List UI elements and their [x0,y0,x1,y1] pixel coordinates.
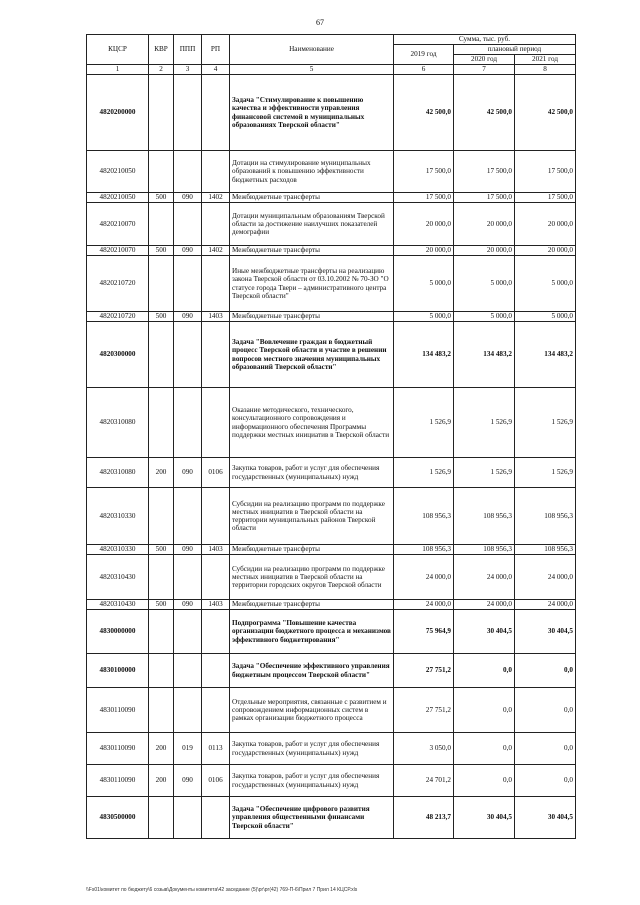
kcsr-cell: 4830110090 [87,733,149,765]
sum-2020-cell: 30 404,5 [454,610,515,654]
sum-2021-cell: 134 483,2 [515,322,576,388]
sum-2021-cell: 20 000,0 [515,246,576,256]
kcsr-cell: 4820300000 [87,322,149,388]
ppp-cell [174,203,202,246]
ppp-cell [174,488,202,545]
kcsr-cell: 4820310430 [87,600,149,610]
ppp-cell [174,688,202,733]
sum-2020-cell: 0,0 [454,688,515,733]
sum-2019-cell: 108 956,3 [394,488,454,545]
kvr-cell [149,388,174,458]
sum-2020-cell: 0,0 [454,765,515,797]
sum-2021-cell: 1 526,9 [515,388,576,458]
kcsr-cell: 4820210050 [87,151,149,193]
name-cell: Закупка товаров, работ и услуг для обеспечения государственных (муниципальных) нужд [230,458,394,488]
sum-2019-cell: 3 050,0 [394,733,454,765]
sum-2020-cell: 42 500,0 [454,75,515,151]
sum-2019-cell: 1 526,9 [394,388,454,458]
table-header [87,35,576,75]
kcsr-cell: 4820310330 [87,488,149,545]
ppp-cell [174,151,202,193]
kcsr-cell: 4820210070 [87,203,149,246]
table-row [87,151,576,193]
kvr-cell: 200 [149,765,174,797]
kcsr-cell: 4820310080 [87,458,149,488]
kvr-cell [149,555,174,600]
rp-cell [202,151,230,193]
name-cell: Оказание методического, технического, консультационного сопровождения и информационного обеспечения Программы поддержки местных инициатив в Тверской области [230,388,394,458]
name-cell: Подпрограмма "Повышение качества организации бюджетного процесса и механизмов эффективного бюджетирования" [230,610,394,654]
sum-2019-cell: 20 000,0 [394,203,454,246]
kcsr-cell: 4820310080 [87,388,149,458]
rp-cell [202,203,230,246]
sum-2020-cell: 134 483,2 [454,322,515,388]
sum-2020-cell: 1 526,9 [454,388,515,458]
table-row [87,388,576,458]
sum-2021-cell: 42 500,0 [515,75,576,151]
ppp-cell: 090 [174,458,202,488]
header-rp: РП [202,35,230,65]
ppp-cell: 090 [174,600,202,610]
sum-2021-cell: 20 000,0 [515,203,576,246]
kvr-cell [149,203,174,246]
name-cell: Межбюджетные трансферты [230,193,394,203]
ppp-cell: 090 [174,193,202,203]
rp-cell: 0106 [202,765,230,797]
kcsr-cell: 4820310430 [87,555,149,600]
sum-2021-cell: 17 500,0 [515,193,576,203]
sum-2021-cell: 5 000,0 [515,256,576,312]
col-number: 3 [174,65,202,75]
page-number: 67 [316,18,324,27]
sum-2019-cell: 5 000,0 [394,256,454,312]
sum-2019-cell: 134 483,2 [394,322,454,388]
header-kcsr: КЦСР [87,35,149,65]
table-row [87,733,576,765]
sum-2019-cell: 5 000,0 [394,312,454,322]
header-kvr: КВР [149,35,174,65]
sum-2019-cell: 20 000,0 [394,246,454,256]
sum-2021-cell: 24 000,0 [515,600,576,610]
rp-cell [202,322,230,388]
table-body [87,75,576,839]
rp-cell: 1402 [202,246,230,256]
ppp-cell [174,797,202,839]
kvr-cell [149,322,174,388]
name-cell: Межбюджетные трансферты [230,545,394,555]
table-row [87,555,576,600]
sum-2021-cell: 30 404,5 [515,610,576,654]
header-2020: 2020 год [454,55,515,65]
sum-2021-cell: 5 000,0 [515,312,576,322]
rp-cell [202,797,230,839]
sum-2020-cell: 5 000,0 [454,312,515,322]
rp-cell: 1402 [202,193,230,203]
rp-cell [202,654,230,688]
sum-2021-cell: 1 526,9 [515,458,576,488]
sum-2020-cell: 1 526,9 [454,458,515,488]
kvr-cell: 500 [149,312,174,322]
sum-2019-cell: 24 000,0 [394,555,454,600]
sum-2019-cell: 17 500,0 [394,193,454,203]
sum-2020-cell: 108 956,3 [454,488,515,545]
table-row [87,246,576,256]
table-row [87,654,576,688]
ppp-cell [174,555,202,600]
table-row [87,312,576,322]
sum-2021-cell: 108 956,3 [515,488,576,545]
kvr-cell [149,488,174,545]
rp-cell [202,388,230,458]
name-cell: Задача "Вовлечение граждан в бюджетный процесс Тверской области и участие в решении вопросов местного значения муниципальных образований Тверской области" [230,322,394,388]
table-row [87,600,576,610]
kvr-cell [149,797,174,839]
file-path-footer: \\Fs01\комитет по бюджету\6 созыв\Документы комитета\42 заседание (5)\рг\рг(42) 769-П-6\Прил 7 Прил 14 КЦСР.xls [86,887,358,893]
kcsr-cell: 4830500000 [87,797,149,839]
table-row [87,75,576,151]
sum-2020-cell: 24 000,0 [454,600,515,610]
rp-cell: 0113 [202,733,230,765]
table-row [87,458,576,488]
rp-cell: 1403 [202,312,230,322]
kcsr-cell: 4830000000 [87,610,149,654]
ppp-cell: 090 [174,312,202,322]
sum-2019-cell: 24 000,0 [394,600,454,610]
ppp-cell: 019 [174,733,202,765]
sum-2019-cell: 1 526,9 [394,458,454,488]
name-cell: Межбюджетные трансферты [230,312,394,322]
col-number: 6 [394,65,454,75]
header-2021: 2021 год [515,55,576,65]
rp-cell [202,555,230,600]
rp-cell [202,610,230,654]
sum-2021-cell: 24 000,0 [515,555,576,600]
kvr-cell: 200 [149,733,174,765]
ppp-cell: 090 [174,246,202,256]
ppp-cell [174,75,202,151]
sum-2021-cell: 0,0 [515,654,576,688]
ppp-cell: 090 [174,765,202,797]
sum-2020-cell: 17 500,0 [454,193,515,203]
sum-2020-cell: 0,0 [454,654,515,688]
kvr-cell: 500 [149,600,174,610]
name-cell: Закупка товаров, работ и услуг для обеспечения государственных (муниципальных) нужд [230,733,394,765]
col-number: 2 [149,65,174,75]
rp-cell: 0106 [202,458,230,488]
kcsr-cell: 4820210720 [87,312,149,322]
kcsr-cell: 4820200000 [87,75,149,151]
ppp-cell: 090 [174,545,202,555]
name-cell: Дотации муниципальным образованиям Тверской области за достижение наилучших показателей демографии [230,203,394,246]
kvr-cell: 500 [149,193,174,203]
name-cell: Задача "Обеспечение цифрового развития управления общественными финансами Тверской области" [230,797,394,839]
sum-2021-cell: 17 500,0 [515,151,576,193]
rp-cell: 1403 [202,545,230,555]
rp-cell [202,488,230,545]
sum-2019-cell: 27 751,2 [394,688,454,733]
sum-2020-cell: 20 000,0 [454,246,515,256]
sum-2020-cell: 17 500,0 [454,151,515,193]
name-cell: Отдельные мероприятия, связанные с развитием и сопровождением информационных систем в рамках организации бюджетного процесса [230,688,394,733]
sum-2019-cell: 48 213,7 [394,797,454,839]
header-sum: Сумма, тыс. руб. [394,35,576,45]
table-row [87,256,576,312]
sum-2021-cell: 0,0 [515,688,576,733]
kcsr-cell: 4820210720 [87,256,149,312]
name-cell: Задача "Стимулирование к повышению качества и эффективности управления финансовой системой в муниципальных образованиях Тверской области" [230,75,394,151]
kvr-cell [149,610,174,654]
kvr-cell [149,688,174,733]
kvr-cell: 500 [149,246,174,256]
rp-cell: 1403 [202,600,230,610]
kvr-cell [149,75,174,151]
kvr-cell [149,151,174,193]
rp-cell [202,75,230,151]
kvr-cell [149,654,174,688]
header-planned-period: плановый период [454,45,576,55]
ppp-cell [174,654,202,688]
table-row [87,610,576,654]
col-number: 7 [454,65,515,75]
name-cell: Межбюджетные трансферты [230,246,394,256]
kvr-cell: 500 [149,545,174,555]
name-cell: Субсидии на реализацию программ по поддержке местных инициатив в Тверской области на территории муниципальных районов Тверской области [230,488,394,545]
table-row [87,488,576,545]
sum-2020-cell: 108 956,3 [454,545,515,555]
ppp-cell [174,388,202,458]
table-row [87,193,576,203]
name-cell: Задача "Обеспечение эффективного управления бюджетным процессом Тверской области" [230,654,394,688]
kcsr-cell: 4830110090 [87,765,149,797]
sum-2019-cell: 75 964,9 [394,610,454,654]
name-cell: Субсидии на реализацию программ по поддержке местных инициатив в Тверской области на территории городских округов Тверской области [230,555,394,600]
header-ppp: ППП [174,35,202,65]
rp-cell [202,688,230,733]
sum-2020-cell: 24 000,0 [454,555,515,600]
name-cell: Иные межбюджетные трансферты на реализацию закона Тверской области от 03.10.2002 № 70-ЗО "О статусе города Твери – административного центра Тверской области" [230,256,394,312]
kcsr-cell: 4820310330 [87,545,149,555]
sum-2019-cell: 108 956,3 [394,545,454,555]
sum-2019-cell: 17 500,0 [394,151,454,193]
column-number-row [87,65,576,75]
sum-2020-cell: 20 000,0 [454,203,515,246]
sum-2021-cell: 0,0 [515,765,576,797]
kcsr-cell: 4830110090 [87,688,149,733]
sum-2020-cell: 0,0 [454,733,515,765]
sum-2020-cell: 30 404,5 [454,797,515,839]
kcsr-cell: 4820210070 [87,246,149,256]
sum-2021-cell: 108 956,3 [515,545,576,555]
ppp-cell [174,256,202,312]
col-number: 4 [202,65,230,75]
name-cell: Межбюджетные трансферты [230,600,394,610]
sum-2019-cell: 24 701,2 [394,765,454,797]
col-number: 5 [230,65,394,75]
kvr-cell: 200 [149,458,174,488]
name-cell: Дотации на стимулирование муниципальных образований к повышению эффективности бюджетных расходов [230,151,394,193]
col-number: 1 [87,65,149,75]
header-name: Наименование [230,35,394,65]
kvr-cell [149,256,174,312]
rp-cell [202,256,230,312]
sum-2021-cell: 0,0 [515,733,576,765]
ppp-cell [174,322,202,388]
sum-2020-cell: 5 000,0 [454,256,515,312]
table-row [87,203,576,246]
table-row [87,765,576,797]
table-row [87,688,576,733]
sum-2019-cell: 42 500,0 [394,75,454,151]
kcsr-cell: 4820210050 [87,193,149,203]
col-number: 8 [515,65,576,75]
sum-2019-cell: 27 751,2 [394,654,454,688]
table-row [87,797,576,839]
ppp-cell [174,610,202,654]
header-2019: 2019 год [394,45,454,65]
name-cell: Закупка товаров, работ и услуг для обеспечения государственных (муниципальных) нужд [230,765,394,797]
table-row [87,322,576,388]
kcsr-cell: 4830100000 [87,654,149,688]
budget-table [86,34,576,839]
table-row [87,545,576,555]
sum-2021-cell: 30 404,5 [515,797,576,839]
